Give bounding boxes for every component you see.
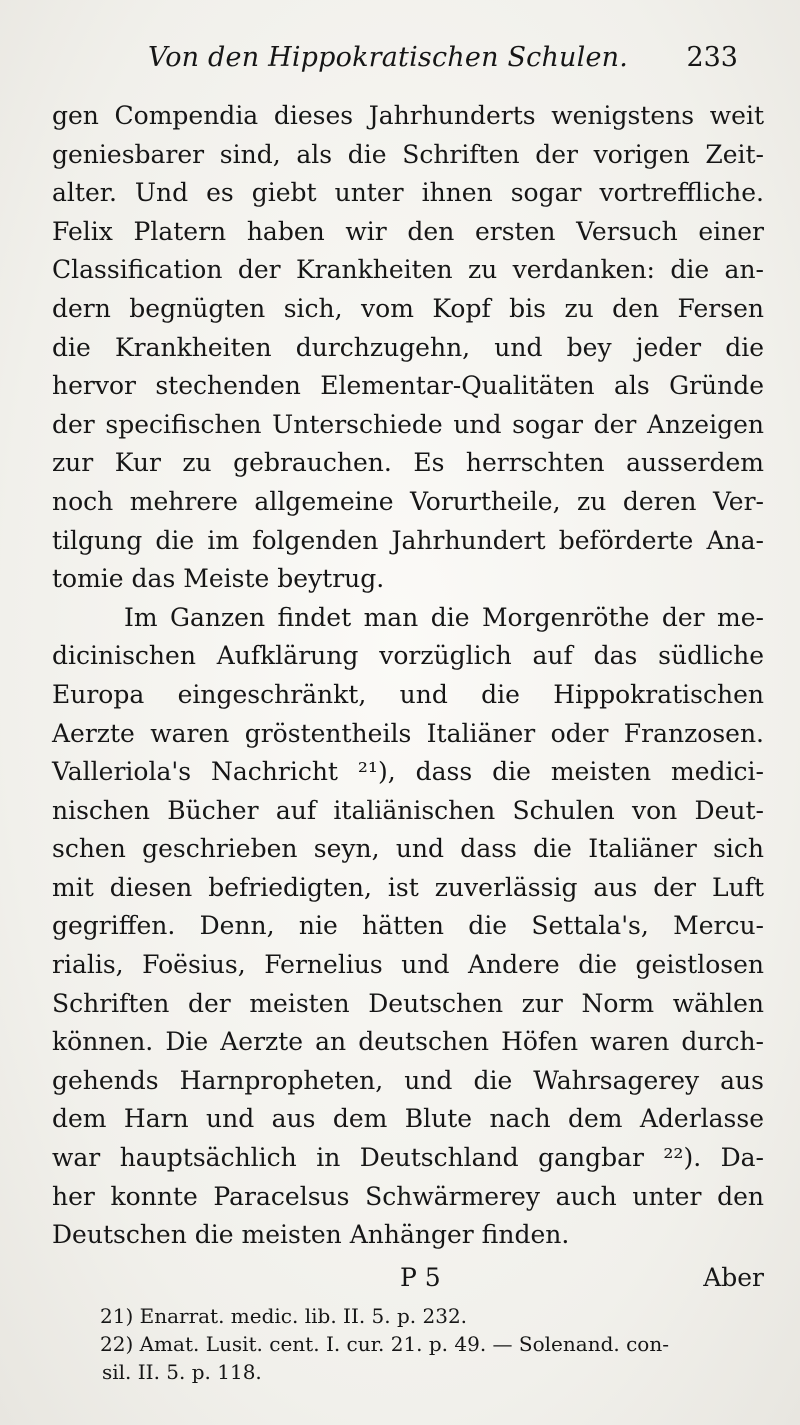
footnotes [100, 1302, 764, 1386]
text-line: die Krankheiten durchzugehn, und bey jeder die [52, 332, 764, 362]
text-line: schen geschrieben seyn, und dass die Italiäner sich [52, 834, 764, 864]
text-line: nischen Bücher auf italiänischen Schulen von Deut- [52, 795, 764, 825]
page-number: 233 [686, 42, 738, 73]
text-line: rialis, Foësius, Fernelius und Andere die geistlosen [52, 950, 764, 980]
text-line: können. Die Aerzte an deutschen Höfen waren durch- [52, 1027, 764, 1057]
text-line: zur Kur zu gebrauchen. Es herrschten ausserdem [52, 448, 764, 478]
text-line: noch mehrere allgemeine Vorurtheile, zu deren Ver- [52, 486, 764, 516]
text-line: gehends Harnpropheten, und die Wahrsagerey aus [52, 1065, 764, 1095]
catchword: Aber [703, 1263, 764, 1292]
footnote-21: 21) Enarrat. medic. lib. II. 5. p. 232. [100, 1304, 468, 1328]
running-title: Von den Hippokratischen Schulen. [148, 42, 629, 73]
text-line: dern begnügten sich, vom Kopf bis zu den Fersen [52, 293, 764, 323]
text-line: Im Ganzen findet man die Morgenröthe der me- [124, 602, 764, 632]
text-line: hervor stechenden Elementar-Qualitäten als Gründe [52, 371, 764, 401]
text-line: dicinischen Aufklärung vorzüglich auf das südliche [52, 641, 764, 671]
text-line: geniesbarer sind, als die Schriften der vorigen Zeit- [52, 139, 764, 169]
text-line: Felix Platern haben wir den ersten Versuch einer [52, 216, 764, 246]
text-line: Aerzte waren gröstentheils Italiäner oder Franzosen. [52, 718, 764, 748]
text-line: tilgung die im folgenden Jahrhundert beförderte Ana- [52, 525, 764, 555]
running-header [148, 38, 738, 82]
signature-mark: P 5 [400, 1263, 441, 1292]
text-line: der specifischen Unterschiede und sogar der Anzeigen [52, 409, 764, 439]
text-line: Schriften der meisten Deutschen zur Norm wählen [52, 988, 764, 1018]
text-line: Deutschen die meisten Anhänger finden. [52, 1220, 570, 1250]
text-line: her konnte Paracelsus Schwärmerey auch unter den [52, 1181, 764, 1211]
text-line: tomie das Meiste beytrug. [52, 564, 385, 594]
main-text [52, 97, 764, 1255]
text-line: alter. Und es giebt unter ihnen sogar vortreffliche. [52, 178, 764, 208]
footnote-22: 22) Amat. Lusit. cent. I. cur. 21. p. 49. — Solenand. con- [100, 1332, 669, 1356]
page-footer [52, 1263, 764, 1299]
text-line: mit diesen befriedigten, ist zuverlässig aus der Luft [52, 872, 764, 902]
text-line: Valleriola's Nachricht ²¹), dass die meisten medici- [52, 757, 764, 787]
text-line: war hauptsächlich in Deutschland gangbar ²²). Da- [52, 1143, 764, 1173]
text-line: gegriffen. Denn, nie hätten die Settala's, Mercu- [52, 911, 764, 941]
footnote-22-continued: sil. II. 5. p. 118. [102, 1360, 262, 1384]
text-line: Classification der Krankheiten zu verdanken: die an- [52, 255, 764, 285]
text-line: gen Compendia dieses Jahrhunderts wenigstens weit [52, 101, 764, 130]
text-line: Europa eingeschränkt, und die Hippokratischen [52, 679, 764, 709]
text-line: dem Harn und aus dem Blute nach dem Aderlasse [52, 1104, 764, 1134]
